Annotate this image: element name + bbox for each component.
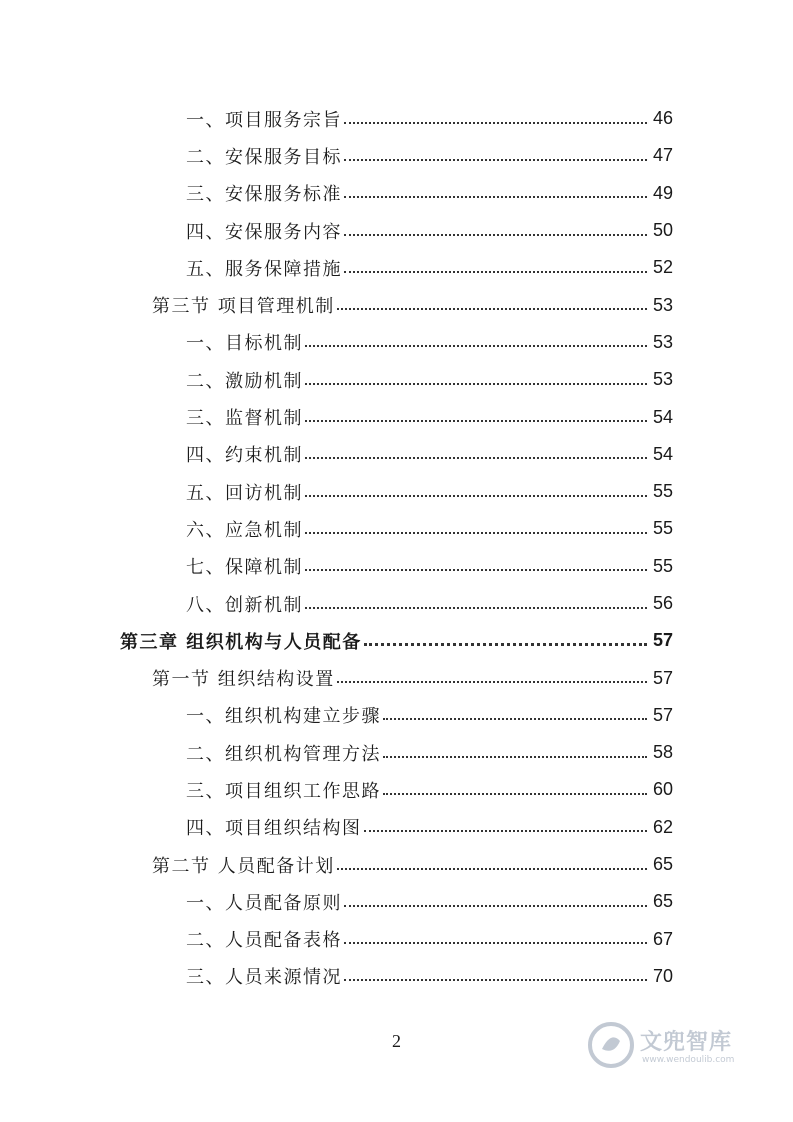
toc-entry[interactable] xyxy=(0,921,793,958)
toc-entry-title: 二、组织机构管理方法 xyxy=(186,743,381,765)
toc-entry-page: 57 xyxy=(652,704,673,725)
toc-entry[interactable] xyxy=(0,585,793,622)
toc-entry[interactable] xyxy=(0,286,793,323)
toc-entry-title: 第二节 人员配备计划 xyxy=(152,855,335,877)
toc-entry[interactable] xyxy=(0,809,793,846)
toc-entry-page: 53 xyxy=(652,294,673,315)
toc-entry[interactable] xyxy=(0,659,793,696)
toc-entry-title: 一、人员配备原则 xyxy=(186,892,342,914)
dot-leader xyxy=(305,457,647,459)
toc-entry-title: 三、项目组织工作思路 xyxy=(186,780,381,802)
toc-entry[interactable] xyxy=(0,137,793,174)
toc-entry[interactable] xyxy=(0,548,793,585)
toc-entry[interactable] xyxy=(0,100,793,137)
toc-entry-page: 54 xyxy=(652,406,673,427)
toc-entry-title: 四、安保服务内容 xyxy=(186,221,342,243)
dot-leader xyxy=(344,979,647,981)
toc-entry-page: 54 xyxy=(652,443,673,464)
toc-entry-page: 65 xyxy=(652,891,673,912)
dot-leader xyxy=(344,159,647,161)
toc-entry[interactable] xyxy=(0,361,793,398)
toc-entry[interactable] xyxy=(0,622,793,659)
toc-entry-title: 五、回访机制 xyxy=(186,482,303,504)
toc-entry-title: 一、项目服务宗旨 xyxy=(186,109,342,131)
toc-entry[interactable] xyxy=(0,883,793,920)
toc-entry[interactable] xyxy=(0,958,793,995)
toc-entry-page: 49 xyxy=(652,182,673,203)
dot-leader xyxy=(305,569,647,571)
dot-leader xyxy=(383,718,647,720)
dot-leader xyxy=(305,607,647,609)
toc-entry-title: 五、服务保障措施 xyxy=(186,258,342,280)
toc-entry-page: 53 xyxy=(652,331,673,352)
toc-entry-page: 46 xyxy=(652,108,673,129)
watermark-url: www.wendoulib.com xyxy=(642,1055,735,1065)
toc-entry-page: 57 xyxy=(652,630,673,651)
dot-leader xyxy=(337,308,647,310)
watermark-text: 文兜智库 xyxy=(640,1030,733,1055)
toc-entry[interactable] xyxy=(0,734,793,771)
page-number: 2 xyxy=(392,1031,401,1051)
toc-entry-page: 70 xyxy=(652,965,673,986)
toc-entry-title: 第一节 组织结构设置 xyxy=(152,669,335,691)
toc-entry-title: 第三章 组织机构与人员配备 xyxy=(120,631,362,653)
toc-entry[interactable] xyxy=(0,212,793,249)
toc-entry[interactable] xyxy=(0,473,793,510)
dot-leader xyxy=(364,830,648,832)
toc-entry-title: 一、目标机制 xyxy=(186,333,303,355)
dot-leader xyxy=(337,868,647,870)
watermark xyxy=(588,1017,758,1075)
dot-leader xyxy=(305,345,647,347)
dot-leader xyxy=(344,942,647,944)
dot-leader xyxy=(305,495,647,497)
toc-entry-title: 二、安保服务目标 xyxy=(186,146,342,168)
toc-entry-page: 47 xyxy=(652,145,673,166)
toc-entry-page: 60 xyxy=(652,779,673,800)
toc-entry-page: 55 xyxy=(652,518,673,539)
logo-icon xyxy=(588,1019,634,1071)
toc-entry-page: 50 xyxy=(652,220,673,241)
toc-entry-page: 67 xyxy=(652,928,673,949)
toc-entry-title: 四、项目组织结构图 xyxy=(186,818,362,840)
toc-entry[interactable] xyxy=(0,175,793,212)
toc-entry-page: 55 xyxy=(652,555,673,576)
dot-leader xyxy=(344,271,647,273)
toc-entry[interactable] xyxy=(0,324,793,361)
toc-entry[interactable] xyxy=(0,436,793,473)
toc-entry-title: 三、安保服务标准 xyxy=(186,184,342,206)
toc-entry[interactable] xyxy=(0,398,793,435)
dot-leader xyxy=(305,420,647,422)
toc-entry-title: 六、应急机制 xyxy=(186,519,303,541)
toc-entry[interactable] xyxy=(0,249,793,286)
dot-leader xyxy=(383,756,647,758)
toc-entry-page: 57 xyxy=(652,667,673,688)
toc-entry[interactable] xyxy=(0,510,793,547)
dot-leader xyxy=(344,196,647,198)
toc-entry-page: 65 xyxy=(652,854,673,875)
toc-entry-title: 三、人员来源情况 xyxy=(186,967,342,989)
toc-entry-title: 四、约束机制 xyxy=(186,445,303,467)
toc-entry[interactable] xyxy=(0,771,793,808)
dot-leader xyxy=(364,643,647,646)
dot-leader xyxy=(344,905,647,907)
toc-entry-page: 62 xyxy=(652,816,673,837)
toc-entry-page: 56 xyxy=(652,593,673,613)
dot-leader xyxy=(305,383,647,385)
toc-entry-page: 58 xyxy=(652,742,673,763)
toc-entry[interactable] xyxy=(0,697,793,734)
toc-entry-page: 55 xyxy=(652,481,673,502)
toc-entry-title: 二、激励机制 xyxy=(186,370,303,392)
toc-entry-page: 53 xyxy=(652,369,673,390)
toc-entry-title: 第三节 项目管理机制 xyxy=(152,296,335,318)
dot-leader xyxy=(305,532,647,534)
toc-entry-title: 三、监督机制 xyxy=(186,408,303,430)
toc-entry-page: 52 xyxy=(652,257,673,278)
dot-leader xyxy=(344,234,647,236)
dot-leader xyxy=(337,681,647,683)
toc-entry-title: 八、创新机制 xyxy=(186,594,303,616)
dot-leader xyxy=(344,122,647,124)
table-of-contents xyxy=(0,100,793,995)
dot-leader xyxy=(383,793,647,795)
toc-entry-title: 七、保障机制 xyxy=(186,557,303,579)
toc-entry-title: 一、组织机构建立步骤 xyxy=(186,706,381,728)
toc-entry[interactable] xyxy=(0,846,793,883)
toc-entry-title: 二、人员配备表格 xyxy=(186,930,342,952)
